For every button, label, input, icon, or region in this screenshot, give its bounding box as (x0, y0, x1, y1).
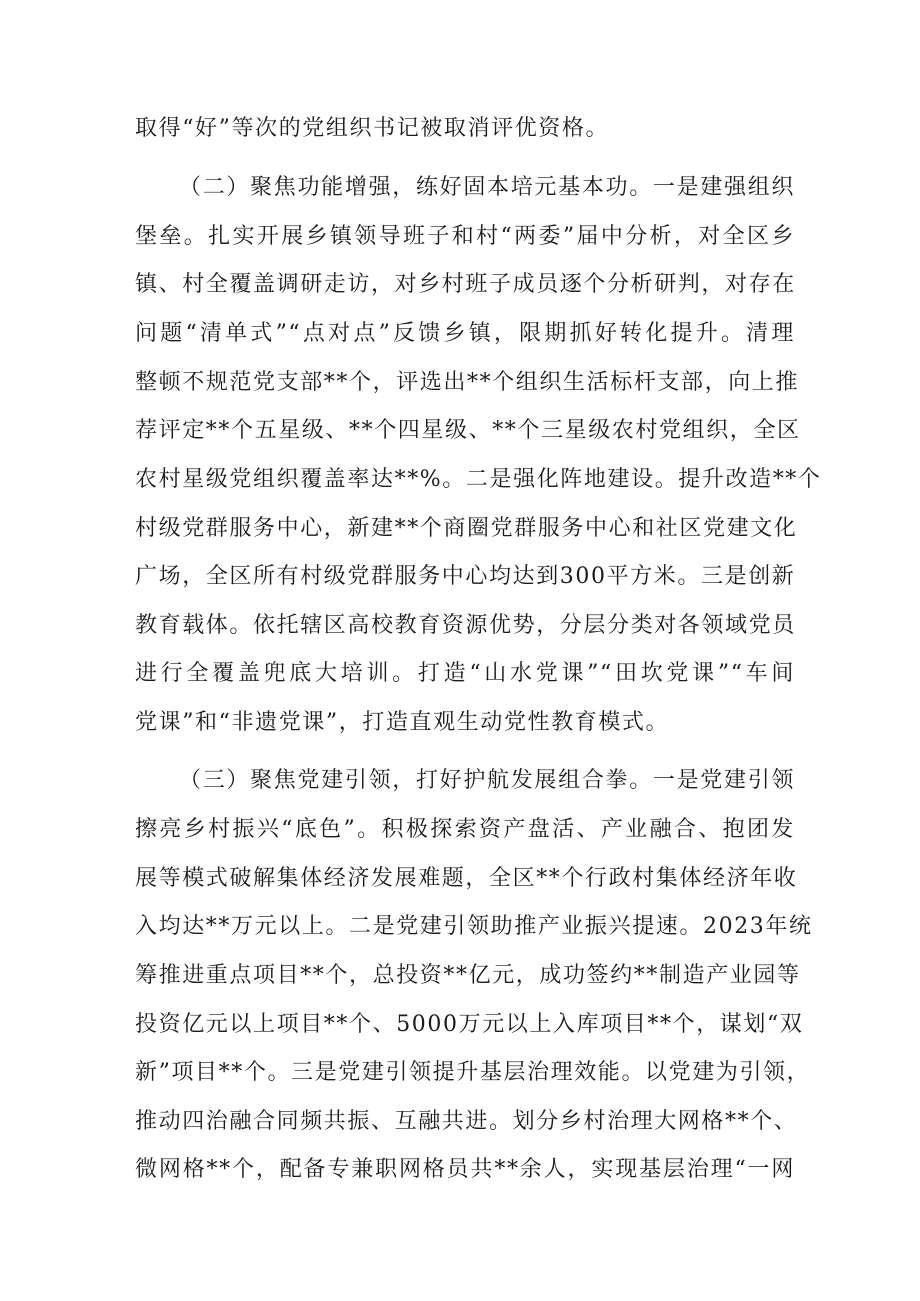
text-line: 入均达**万元以上。二是党建引领助推产业振兴提速。2023年统 (135, 914, 813, 939)
text-line: 进行全覆盖兜底大培训。打造“山水党课”“田坎党课”“车间 (135, 661, 795, 686)
section-heading-line: （三）聚焦党建引领，打好护航发展组合拳。一是党建引领 (179, 768, 795, 793)
text-line: 筹推进重点项目**个，总投资**亿元，成功签约**制造产业园等 (135, 963, 801, 988)
text-line: 问题“清单式”“点对点”反馈乡镇，限期抓好转化提升。清理 (135, 321, 795, 346)
text-line: 村级党群服务中心，新建**个商圈党群服务中心和社区党建文化 (135, 516, 798, 541)
text-line: 推动四治融合同频共振、互融共进。划分乡村治理大网格**个、 (135, 1109, 798, 1134)
text-line: 镇、村全覆盖调研走访，对乡村班子成员逐个分析研判，对存在 (135, 272, 796, 297)
section-heading-line: （二）聚焦功能增强，练好固本培元基本功。一是建强组织 (179, 175, 795, 200)
text-line: 投资亿元以上项目**个、5000万元以上入库项目**个，谋划“双 (135, 1012, 804, 1037)
text-line: 堡垒。扎实开展乡镇领导班子和村“两委”届中分析，对全区乡 (135, 224, 795, 249)
text-line: 取得“好”等次的党组织书记被取消评优资格。 (135, 116, 610, 141)
text-line: 广场，全区所有村级党群服务中心均达到300平方米。三是创新 (135, 564, 796, 589)
text-line: 展等模式破解集体经济发展难题，全区**个行政村集体经济年收 (135, 866, 798, 891)
text-line (135, 1155, 795, 1185)
text-line: 党课”和“非遗党课”，打造直观生动党性教育模式。 (135, 710, 670, 735)
text-line: 新”项目**个。三是党建引领提升基层治理效能。以党建为引领， (135, 1060, 811, 1085)
text-line: 擦亮乡村振兴“底色”。积极探索资产盘活、产业融合、抱团发 (135, 817, 795, 842)
text-line: 微网格**个，配备专兼职网格员共**余人，实现基层治理“一网 (135, 1157, 795, 1182)
text-line: 教育载体。依托辖区高校教育资源优势，分层分类对各领域党员 (135, 613, 796, 638)
text-line: 荐评定**个五星级、**个四星级、**个三星级农村党组织，全区 (135, 418, 801, 443)
text-line: 农村星级党组织覆盖率达**%。二是强化阵地建设。提升改造**个 (135, 467, 822, 492)
text-line: 整顿不规范党支部**个，评选出**个组织生活标杆支部，向上推 (135, 370, 800, 395)
